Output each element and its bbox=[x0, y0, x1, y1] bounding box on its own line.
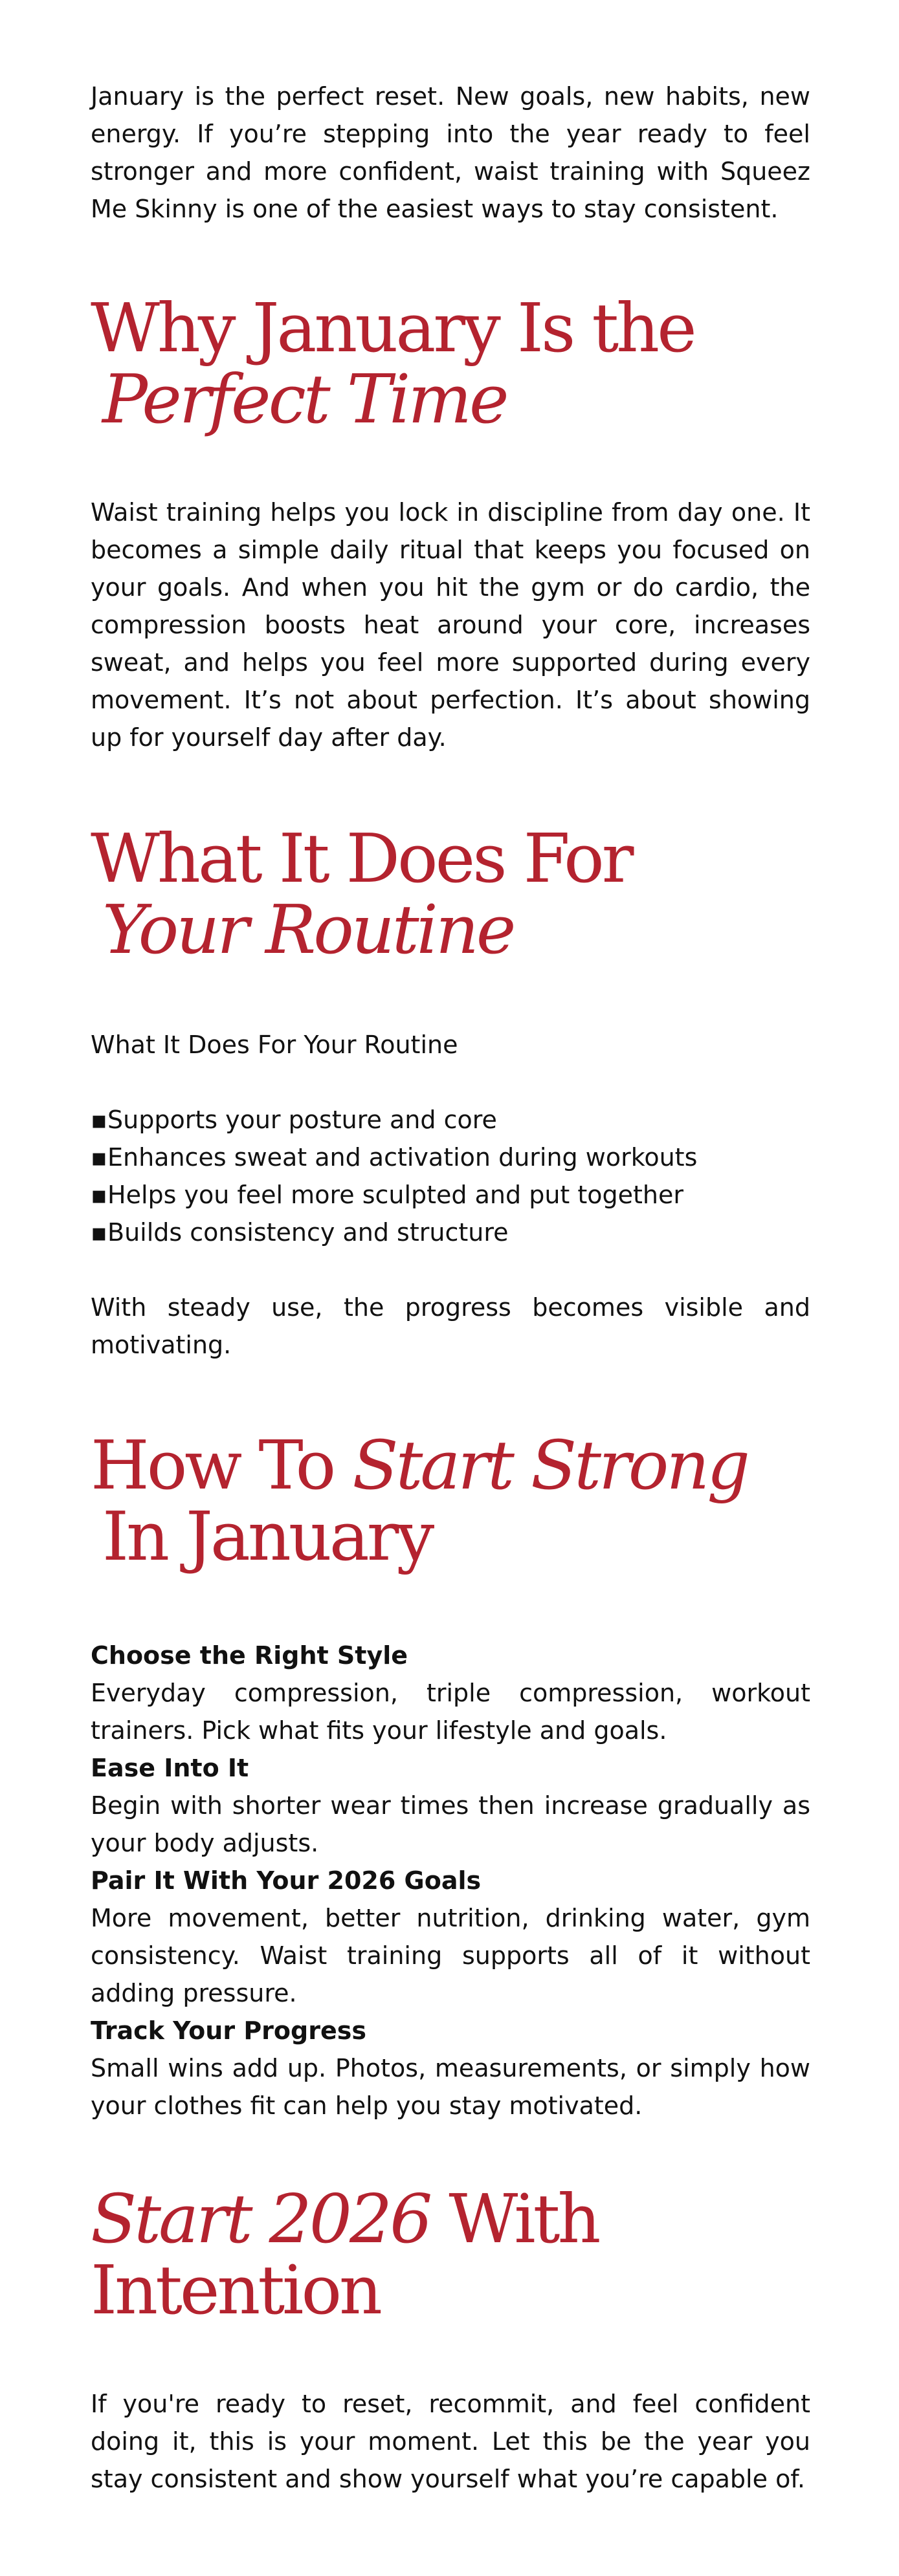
start-heading-line-2: Intention bbox=[91, 2251, 381, 2330]
step-pair-goals bbox=[91, 1862, 810, 2012]
step-choose-style bbox=[91, 1637, 810, 1749]
what-heading-line-2: Your Routine bbox=[102, 890, 514, 969]
step-title: Pair It With Your 2026 Goals bbox=[91, 1866, 482, 1895]
list-item: ▪ Helps you feel more sculpted and put together bbox=[91, 1176, 810, 1214]
list-item: ▪ Enhances sweat and activation during workouts bbox=[91, 1139, 810, 1176]
what-subtitle: What It Does For Your Routine bbox=[91, 1031, 458, 1059]
what-heading-line-1: What It Does For bbox=[91, 819, 632, 898]
step-body: Begin with shorter wear times then increase gradually as your body adjusts. bbox=[91, 1791, 810, 1857]
intro-paragraph: January is the perfect reset. New goals, new habits, new energy. If you’re stepping into the year ready to feel stronger and more confident, waist training with Squeez Me Skinny is one of the easiest ways to stay consistent. bbox=[91, 82, 810, 223]
step-title: Ease Into It bbox=[91, 1754, 249, 1782]
step-body: More movement, better nutrition, drinking water, gym consistency. Waist training supports all of it without adding pressure. bbox=[91, 1904, 810, 2007]
why-paragraph: Waist training helps you lock in discipline from day one. It becomes a simple daily ritual that keeps you focused on your goals. And when you hit the gym or do cardio, the compression boosts heat around your core, increases sweat, and helps you feel more supported during every movement. It’s not about perfection. It’s about showing up for yourself day after day. bbox=[91, 498, 810, 752]
why-heading-line-1: Why January Is the bbox=[91, 289, 694, 367]
benefits-list bbox=[91, 1101, 810, 1251]
step-body: Everyday compression, triple compression, workout trainers. Pick what fits your lifestyle and goals. bbox=[91, 1679, 810, 1745]
how-heading-regular: How To bbox=[91, 1426, 353, 1505]
step-title: Choose the Right Style bbox=[91, 1641, 408, 1670]
step-body: Small wins add up. Photos, measurements, or simply how your clothes fit can help you stay motivated. bbox=[91, 2054, 810, 2120]
list-item: ▪ Supports your posture and core bbox=[91, 1101, 810, 1139]
how-heading-italic: Start Strong bbox=[352, 1426, 748, 1505]
what-closing-paragraph: With steady use, the progress becomes visible and motivating. bbox=[91, 1293, 810, 1359]
list-item: ▪ Builds consistency and structure bbox=[91, 1214, 810, 1251]
start-heading-regular: With bbox=[430, 2179, 599, 2258]
start-heading-italic: Start 2026 bbox=[91, 2179, 430, 2258]
step-title: Track Your Progress bbox=[91, 2016, 366, 2045]
step-track-progress bbox=[91, 2012, 810, 2124]
how-heading bbox=[91, 1426, 810, 1576]
what-heading bbox=[91, 819, 810, 969]
start-heading bbox=[91, 2179, 810, 2330]
why-heading-line-2: Perfect Time bbox=[102, 360, 507, 439]
step-ease-into-it bbox=[91, 1749, 810, 1862]
how-heading-line-2: In January bbox=[102, 1497, 432, 1576]
start-paragraph: If you're ready to reset, recommit, and feel confident doing it, this is your moment. Let this be the year you stay consistent and show yourself what you’re capable of. bbox=[91, 2390, 810, 2493]
why-heading bbox=[91, 289, 810, 439]
